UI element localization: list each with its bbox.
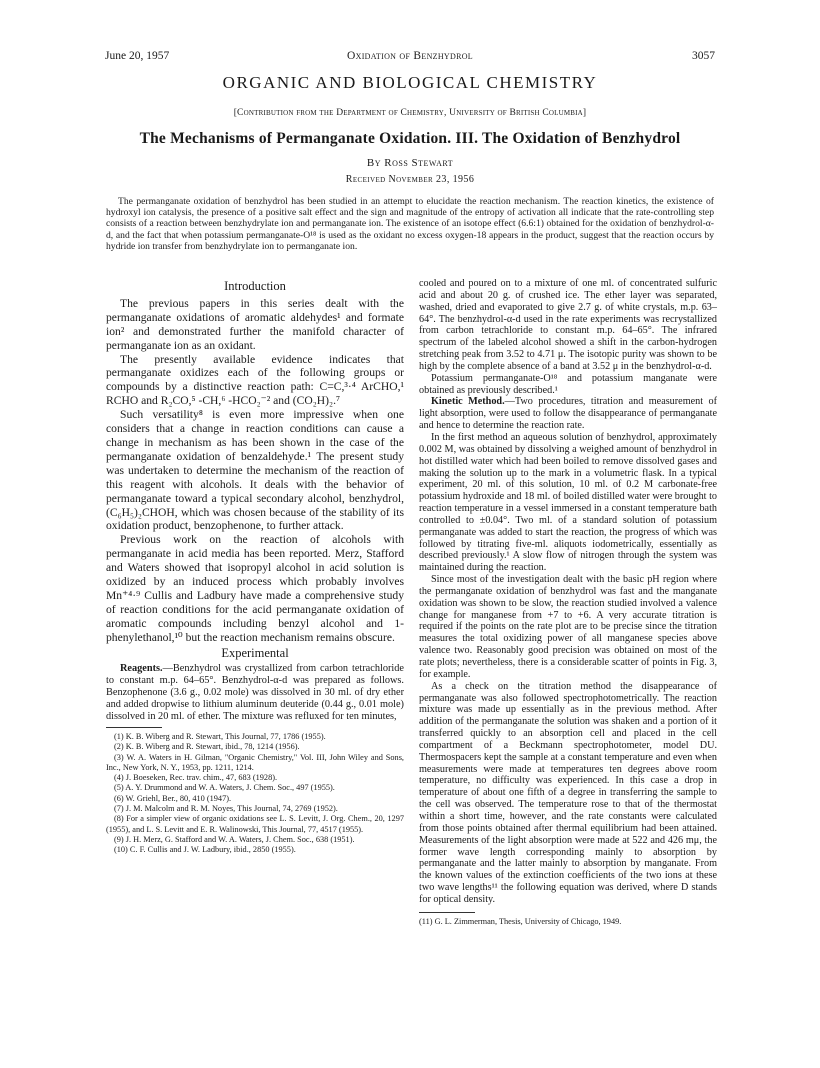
intro-paragraph-3: Such versatility⁸ is even more impressive when one considers that a change in reaction conditions can cause a change in mechanism as has been shown in the case of the permanganate oxidation of benzaldehyde.¹ The present study was undertaken to determine the mechanism of the reaction of this reagent with alcohols. It deals with the behavior of permanganate toward a typical secondary alcohol, benzhydrol, (C₆H₅)₂CHOH, which was chosen because of the stability of its oxidation product, benzophenone, to further attack. [106,408,404,533]
reagents-label: Reagents. [120,663,163,675]
basic-ph-paragraph: Since most of the investigation dealt with the basic pH region where the permanganate oxidation of benzhydrol was fast and the manganate oxidation was shown to be slow, the reaction studied involved a valence change for manganese from +7 to +6. A very accurate titration is required if the points on the rate plot are to be precise since the titration measures the total oxidizing power of all manganese species above valence two. Reasonably good precision was obtained on most of the rate plots; nevertheless, there is a considerable scatter of points in Fig. 3, for example. [419,574,717,680]
footnote-6: (6) W. Griehl, Ber., 80, 410 (1947). [114,793,232,803]
contribution-line: [Contribution from the Department of Chemistry, University of British Columbia] [233,108,587,118]
intro-paragraph-2: The presently available evidence indicates that permanganate oxidizes each of the following groups or compounds by a distinctive reaction path: C=C,³·⁴ ArCHO,¹ RCHO and R₂CO,⁵ -CH,⁶ -HCO₂⁻² and (CO₂H)₂.⁷ [106,352,404,408]
experimental-heading: Experimental [221,645,289,660]
footnote-11: (11) G. L. Zimmerman, Thesis, University of Chicago, 1949. [419,916,622,926]
running-head [105,50,715,64]
footnote-1: (1) K. B. Wiberg and R. Stewart, This Journal, 77, 1786 (1955). [114,732,326,741]
footnote-10: (10) C. F. Cullis and J. W. Ladbury, ibid., 2850 (1955). [114,845,296,855]
footnote-4: (4) J. Boeseken, Rec. trav. chim., 47, 683 (1928). [114,773,278,783]
received-date: Received November 23, 1956 [345,174,475,185]
page-number: 3057 [692,50,715,62]
abstract: The permanganate oxidation of benzhydrol has been studied in an attempt to elucidate the reaction mechanism. The reaction kinetics, the existence of hydroxyl ion catalysis, the presence of a positive salt effect and the sign and magnitude of the entropy of activation all indicate that the rate-controlling step consists of a reaction between benzhydrylate ion and permanganate ion. The existence of an isotope effect (6.6:1) obtained for the oxidation of benzhydrol-α-d, and the fact that when potassium permanganate-O¹⁸ is used as the oxidant no excess oxygen-18 appears in the product, suggest that the reaction occurs by hydride ion transfer from benzhydrylate ion to permanganate ion. [106,196,714,252]
paper-title: The Mechanisms of Permanganate Oxidation. III. The Oxidation of Benzhydrol [139,130,681,147]
footnotes-left [106,732,404,856]
footnote-7: (7) J. M. Malcolm and R. M. Noyes, This Journal, 74, 2769 (1952). [114,804,338,814]
kinetic-method-paragraph [419,396,717,432]
experimental-paragraph-1 [106,663,404,723]
left-column [106,278,404,856]
footnote-divider-right [419,912,475,913]
reagents-text: —Benzhydrol was crystallized from carbon tetrachloride to constant m.p. 64–65°. Benzhydrol-α-d was prepared as follows. Benzophenone (3.6 g., 0.02 mole) was dissolved in 30 ml. of dry ether and added dropwise to lithium aluminum deuteride (0.44 g., 0.01 mole) dissolved in 20 ml. of ether. The mixture was refluxed for ten minutes, [106,663,404,723]
right-column [419,278,717,927]
running-title: Oxidation of Benzhydrol [347,50,473,62]
permanganate-o18-paragraph: Potassium permanganate-O¹⁸ and potassium manganate were obtained as previously described.¹ [419,372,717,396]
footnote-8: (8) For a simpler view of organic oxidations see L. S. Levitt, J. Org. Chem., 20, 1297 (1955), and L. S. Levitt and E. R. Walinowski, This Journal, 77, 4517 (1955). [106,814,404,834]
kinetic-method-text: —Two procedures, titration and measurement of light absorption, were used to follow the disappearance of permanganate and hence to determine the reaction rate. [419,396,717,432]
footnote-9: (9) J. H. Merz, G. Stafford and W. A. Waters, J. Chem. Soc., 638 (1951). [114,834,355,844]
footnote-5: (5) A. Y. Drummond and W. A. Waters, J. Chem. Soc., 497 (1955). [114,783,335,793]
titration-method-paragraph: In the first method an aqueous solution of benzhydrol, approximately 0.002 M, was obtained by dissolving a weighed amount of benzhydrol in hot distilled water which had been boiled to remove dissolved gases and making the solution up to the mark in a volumetric flask. In a typical experiment, 20 ml. of this solution, 10 ml. of 0.2 M carbonate-free potassium hydroxide and 18 ml. of boiled distilled water were brought to reaction temperature in a vessel immersed in a constant temperature bath controlled to ±0.04°. Two ml. of a standard solution of potassium permanganate was added to start the reaction, the progress of which was followed by titrating five-ml. aliquots iodometrically, essentially as described previously.¹ A slow flow of nitrogen through the system was maintained during the reaction. [419,431,717,574]
spectrophotometric-paragraph: As a check on the titration method the disappearance of permanganate was also followed spectrophotometrically. The reaction mixture was made up essentially as in the previous method. After addition of the permanganate the solution was shaken and a portion of it transferred quickly to an absorption cell and placed in the cell compartment of a Beckmann spectrophotometer, model DU. Thermospacers kept the sample at a constant temperature and even when measurements were made at temperatures ten degrees above room temperature, no difficulty was experienced. In this case a drop in temperature of about one fifth of a degree in transferring the sample to the cell was observed. The temperature rose to that of the thermostat within a short time, however, and the rate constants were calculated from those points obtained after thermal equilibrium had been attained. Measurements of the light absorption were made at 522 and 426 mμ, the former wave length corresponding mainly to absorption by permanganate and the latter mainly to absorption by manganate. From the known values of the extinction coefficients of the two ions at these two wave lengths¹¹ the following equation was derived, where D stands for optical density. [419,680,717,905]
reagents-continued: cooled and poured on to a mixture of one ml. of concentrated sulfuric acid and about 20 g. of crushed ice. The ether layer was separated, washed, dried and evaporated to give 2.7 g. of white crystals, m.p. 63–64°. The benzhydrol-α-d used in the rate experiments was recrystallized from carbon tetrachloride to constant m.p. 64–65°. The infrared spectrum of the labeled alcohol showed a shift in the carbon-hydrogen stretching peak from 3.52 to 4.71 μ. The isotopic purity was shown to be high by the complete absence of a band at 3.52 μ in the benzhydrol-α-d. [419,278,717,372]
issue-date: June 20, 1957 [105,50,170,62]
section-title: ORGANIC AND BIOLOGICAL CHEMISTRY [222,73,598,92]
introduction-heading: Introduction [224,279,286,293]
author-byline: By Ross Stewart [366,157,454,169]
footnote-3: (3) W. A. Waters in H. Gilman, "Organic Chemistry," Vol. III, John Wiley and Sons, Inc., New York, N. Y., 1953, pp. 1211, 1214. [106,752,404,772]
intro-paragraph-4: Previous work on the reaction of alcohols with permanganate in acid media has been reported. Merz, Stafford and Waters showed that isopropyl alcohol in acid solution is oxidized by an induced process which probably involves Mn⁺⁴·⁹ Cullis and Ladbury have made a comprehensive study of reaction conditions for the acid permanganate oxidation of aromatic compounds including benzyl alcohol and 1-phenylethanol,¹⁰ but the reaction mechanism remains obscure. [106,533,404,644]
footnote-2: (2) K. B. Wiberg and R. Stewart, ibid., 78, 1214 (1956). [114,742,300,752]
footnote-divider [106,727,162,728]
intro-paragraph-1: The previous papers in this series dealt with the permanganate oxidations of aromatic aldehydes¹ and formate ion² and demonstrated further the manifold character of permanganate ion as an oxidant. [106,296,404,352]
kinetic-method-label: Kinetic Method. [431,396,505,408]
